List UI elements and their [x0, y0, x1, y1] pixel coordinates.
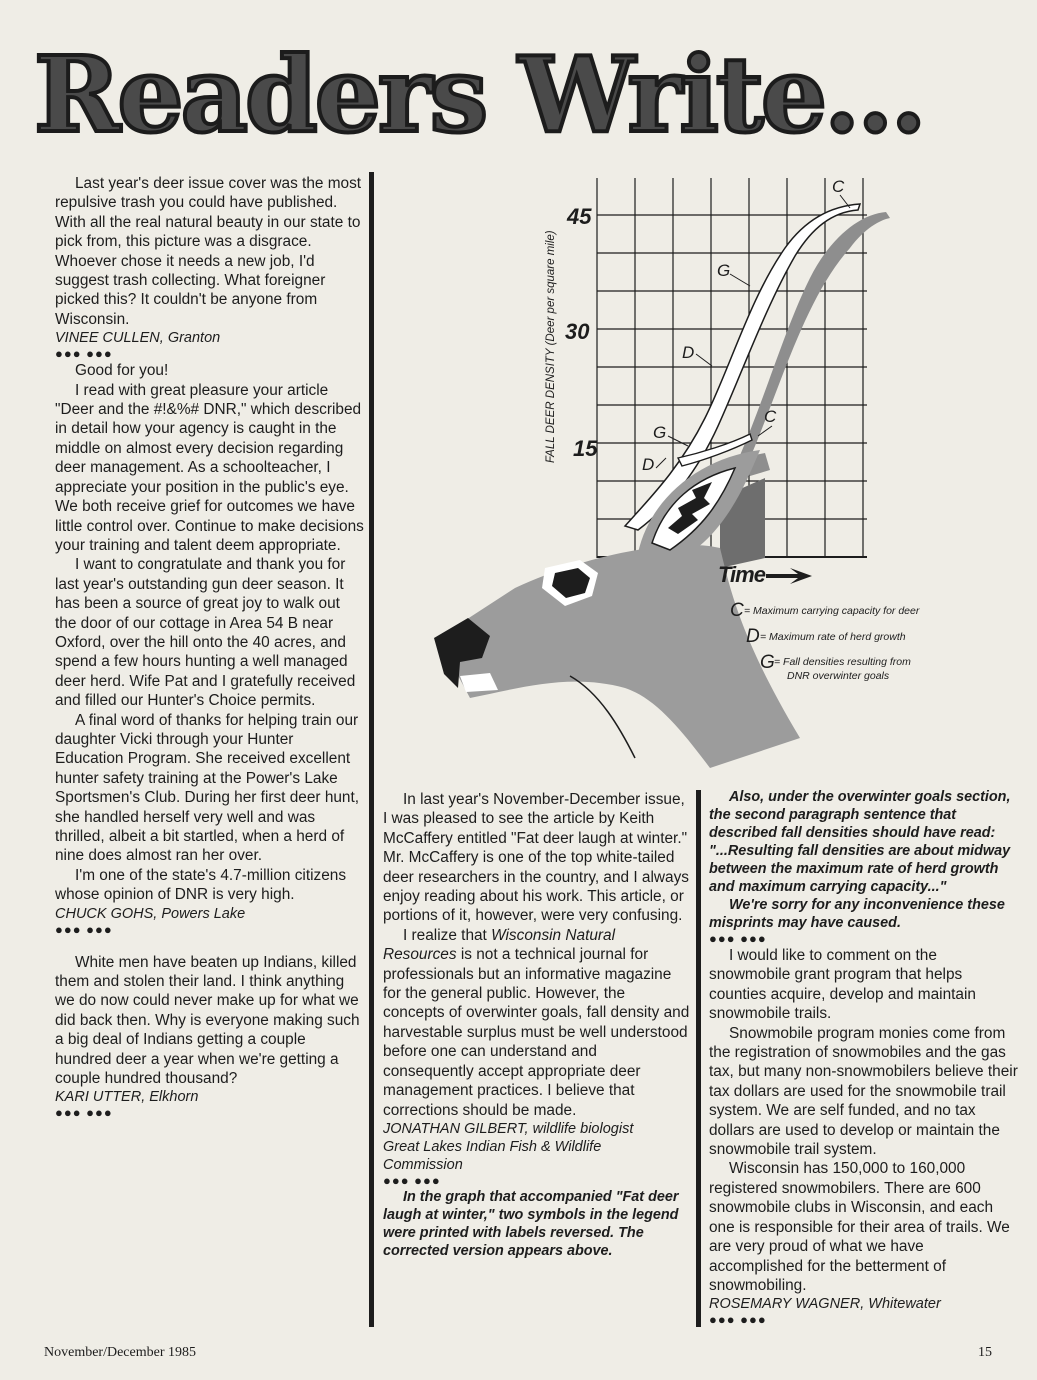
letter-4-p2	[383, 926, 690, 1120]
time-arrow-icon	[766, 568, 812, 584]
label-d-lower: D	[642, 455, 655, 474]
letter-3-text: White men have beaten up Indians, killed them and stolen their land. I think anything we do now could never make up for what we did back then. Why is everyone making such a big deal of Indians getting a couple hundred deer a year when we're getting a couple hundred thousand?	[55, 953, 360, 1088]
letter-4-p2-start: I realize that	[403, 926, 492, 944]
x-axis-label: Time	[718, 562, 765, 587]
separator: ●●● ●●●	[55, 921, 113, 937]
footer-issue-date: November/December 1985	[44, 1345, 196, 1360]
column-rule-right	[696, 790, 701, 1327]
letter-2-p1: Good for you!	[75, 362, 169, 380]
y-tick-30: 30	[565, 319, 590, 344]
letter-2-p5: I'm one of the state's 4.7-million citizens whose opinion of DNR is very high.	[55, 866, 347, 904]
label-d-upper: D	[682, 343, 695, 362]
letter-2-signature: CHUCK GOHS, Powers Lake	[55, 905, 246, 922]
middle-column	[383, 790, 690, 1260]
page-title: Readers Write...	[34, 33, 924, 156]
letter-4-signature-2: Great Lakes Indian Fish & Wildlife	[383, 1138, 602, 1155]
letter-2-p4: A final word of thanks for helping train our daughter Vicki through your Hunter Education Program. She received excellent hunter safety training at the Power's Lake Sportsmen's Club. During her first deer hunt, she handled herself very well and was thrilled, albeit a bit startled, when a herd of nine does almost ran her over.	[55, 711, 360, 865]
letter-2-p3: I want to congratulate and thank you for last year's outstanding gun deer season. It has been a source of great joy to walk out the door of our cottage in Area 54 B near Oxford, over the hill onto the 40 acres, and spend a few hours hunting a well managed deer herd. Wife Pat and I gratefully received and filled our Hunter's Choice permits.	[55, 556, 356, 710]
legend-g-text: = Fall densities resulting from	[774, 656, 911, 668]
magazine-title: Wisconsin Natural Resources	[383, 926, 616, 964]
letter-1-text: Last year's deer issue cover was the most repulsive trash you could have published. With all the real natural beauty in our state to pick from, this picture was a disgrace. Whoever chose it needs a new job, I'd suggest trash collecting. What foreigner picked this? It couldn't be anyone from Wisconsin.	[55, 175, 362, 328]
left-column	[55, 174, 365, 1120]
editor-note-p1: In the graph that accompanied "Fat deer laugh at winter," two symbols in the legend were printed with labels reversed. The corrected version appears above.	[383, 1188, 679, 1259]
letter-4-signature-1: JONATHAN GILBERT, wildlife biologist	[383, 1120, 634, 1137]
right-column	[709, 788, 1021, 1327]
editor-note-part-2	[709, 788, 1021, 932]
legend-c-text: = Maximum carrying capacity for deer	[744, 605, 920, 617]
letter-2-p2: I read with great pleasure your article "Deer and the #!&%# DNR," which described in detail how your agency is caught in the middle on almost every decision regarding deer management. As a schoolteacher, I appreciate your position in the public's eye. We both receive grief for outcomes we have little control over. Continue to make decisions your training and talent deem appropriate.	[55, 381, 364, 554]
column-rule-left	[369, 172, 374, 1327]
letter-5-p2: Snowmobile program monies come from the registration of snowmobiles and the gas tax, but many non-snowmobilers believe their tax dollars are used for the snowmobile trail system. We are self funded, and no tax dollars are used to develop or maintain the snowmobile trail system.	[709, 1024, 1018, 1159]
deer-throat-line	[570, 676, 635, 758]
y-tick-15: 15	[573, 436, 598, 461]
letter-3-signature: KARI UTTER, Elkhorn	[55, 1089, 199, 1106]
separator: ●●● ●●●	[709, 931, 767, 946]
editor-note-part-1	[383, 1188, 690, 1260]
separator: ●●● ●●●	[383, 1172, 441, 1188]
legend-d-text: = Maximum rate of herd growth	[760, 631, 906, 643]
legend-g-symbol: G	[760, 652, 775, 673]
letter-5-p1: I would like to comment on the snowmobile grant program that helps counties acquire, develop and maintain snowmobile trails.	[709, 947, 976, 1023]
editor-note-p3: We're sorry for any inconvenience these misprints may have caused.	[709, 897, 1005, 931]
separator: ●●● ●●●	[55, 346, 113, 362]
deer-density-chart	[420, 168, 1020, 778]
separator: ●●● ●●●	[55, 1105, 113, 1121]
editor-note-p2: Also, under the overwinter goals section, the second paragraph sentence that described fall densities should have read: "...Resulting fall densities are about midway between the maximum rate of herd growth and maximum carrying capacity..."	[709, 789, 1011, 895]
legend-d-symbol: D	[746, 626, 760, 647]
label-c-lower: C	[764, 407, 777, 426]
letter-4-signature-3: Commission	[383, 1156, 463, 1173]
letter-4-p1: In last year's November-December issue, I was pleased to see the article by Keith McCaffery entitled "Fat deer laugh at winter." Mr. McCaffery is one of the top white-tailed deer researchers in the country, and I always enjoy reading about his work. This article, or portions of it, however, were very confusing.	[383, 791, 689, 925]
letter-5-signature: ROSEMARY WAGNER, Whitewater	[709, 1296, 941, 1313]
separator: ●●● ●●●	[709, 1312, 767, 1328]
letter-1-signature: VINEE CULLEN, Granton	[55, 330, 221, 347]
label-c-top: C	[832, 177, 845, 196]
letter-5-p3: Wisconsin has 150,000 to 160,000 registered snowmobilers. There are 600 snowmobile clubs in Wisconsin, and each one is responsible for their area of trails. We are very proud of what we have accomplished for the betterment of snowmobiling.	[709, 1160, 1010, 1294]
y-axis-label: FALL DEER DENSITY (Deer per square mile)	[545, 230, 557, 463]
letter-4-p2-end: is not a technical journal for professionals but an informative magazine for the general public. However, the concepts of overwinter goals, fall density and harvestable surplus must be well understood before one can understand and consequently accept appropriate deer management practices. I believe that corrections should be made.	[383, 946, 690, 1119]
legend-g-text-2: DNR overwinter goals	[787, 670, 890, 682]
antler-shadow	[738, 212, 890, 460]
legend-c-symbol: C	[730, 600, 744, 621]
y-tick-45: 45	[567, 204, 592, 229]
label-g-upper: G	[717, 261, 731, 280]
label-g-lower: G	[653, 423, 667, 442]
footer-page-number: 15	[978, 1345, 992, 1360]
